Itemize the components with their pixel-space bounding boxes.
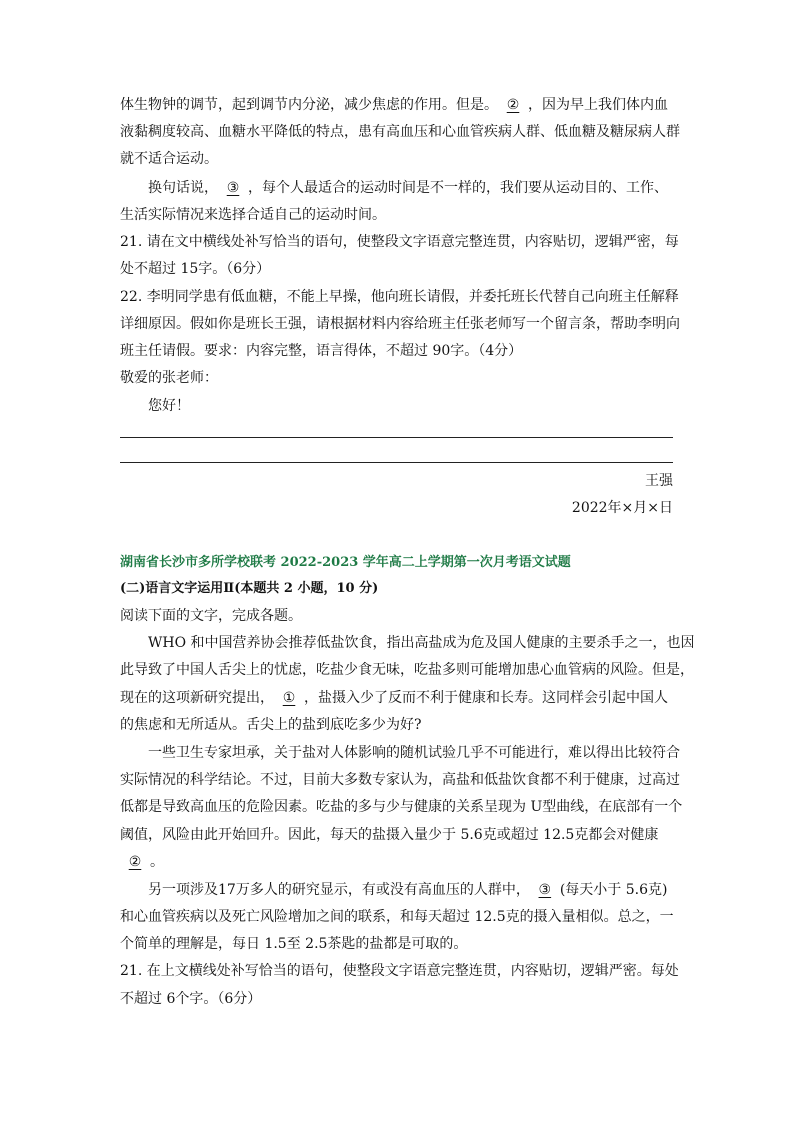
paragraph-line (120, 689, 675, 707)
answer-line (120, 462, 673, 463)
question-22-line: 班主任请假。要求：内容完整，语言得体，不超过 90字。（4分） (120, 343, 523, 359)
question-22-line: 详细原因。假如你是班长王强，请根据材料内容给班主任张老师写一个留言条，帮助李明向 (120, 316, 680, 332)
text: 换句话说， (148, 180, 218, 196)
salutation: 敬爱的张老师： (120, 370, 218, 386)
paragraph-line: 和心血管疾病以及死亡风险增加之间的联系，和每天超过 12.5克的摄入量相似。总之，一 (120, 909, 674, 925)
text: 体生物钟的调节，起到调节内分泌，减少焦虑的作用。但是。 (120, 97, 498, 113)
paragraph-line: 生活实际情况来选择合适自己的运动时间。 (120, 207, 386, 223)
date: 2022年×月×日 (571, 500, 673, 516)
signature: 王强 (645, 473, 673, 489)
blank-2: ② (506, 97, 520, 113)
blank-2: ② (128, 854, 142, 870)
paragraph-line (120, 96, 675, 114)
blank-underline (658, 826, 668, 844)
paragraph-line: 的焦虑和无所适从。舌尖上的盐到底吃多少为好? (120, 717, 422, 733)
text: ，每个人最适合的运动时间是不一样的，我们要从运动目的、工作、 (248, 180, 668, 196)
paragraph-line: 低都是导致高血压的危险因素。吃盐的多与少与健康的关系呈现为 U型曲线，在底部有一个 (120, 799, 683, 815)
text: (每天小于 5.6克) (559, 882, 668, 898)
paragraph-line (148, 881, 703, 899)
paragraph-line: 一些卫生专家坦承，关于盐对人体影响的随机试验几乎不可能进行，难以得出比较符合 (148, 745, 680, 761)
paragraph-line: 就不适合运动。 (120, 151, 218, 167)
question-22-line: 22. 李明同学患有低血糖，不能上早操，他向班长请假，并委托班长代替自己向班主任解释 (120, 289, 679, 305)
text: ，盐摄入少了反而不利于健康和长寿。这同样会引起中国人 (304, 690, 668, 706)
instruction: 阅读下面的文字，完成各题。 (120, 608, 302, 624)
answer-line (120, 437, 673, 438)
paragraph-line: 个简单的理解是，每日 1.5至 2.5茶匙的盐都是可取的。 (120, 936, 468, 952)
text: 阈值，风险由此开始回升。因此，每天的盐摄入量少于 5.6克或超过 12.5克都会对健康 (120, 827, 659, 843)
question-21-line: 不超过 6个字。（6分） (120, 991, 262, 1007)
greeting: 您好！ (148, 398, 190, 414)
text: 另一项涉及17万多人的研究显示，有或没有高血压的人群中， (148, 882, 530, 898)
blank-3: ③ (226, 180, 240, 196)
question-21-line: 21. 请在文中横线处补写恰当的语句，使整段文字语意完整连贯，内容贴切，逻辑严密，每 (120, 234, 679, 250)
paragraph-line: 此导致了中国人舌尖上的忧虑，吃盐少食无味，吃盐多则可能增加患心血管病的风险。但是， (120, 662, 694, 678)
paragraph-line: 液黏稠度较高、血糖水平降低的特点，患有高血压和心血管疾病人群、低血糖及糖尿病人群 (120, 124, 680, 140)
source-title: 湖南省长沙市多所学校联考 2022-2023 学年高二上学期第一次月考语文试题 (120, 555, 571, 570)
paragraph-line (120, 826, 675, 844)
question-21-line: 21. 在上文横线处补写恰当的语句，使整段文字语意完整连贯，内容贴切，逻辑严密。每处 (120, 963, 679, 979)
paragraph-line: WHO 和中国营养协会推荐低盐饮食，指出高盐成为危及国人健康的主要杀手之一，也因 (148, 635, 695, 651)
question-21-line: 处不超过 15字。（6分） (120, 261, 271, 277)
paragraph-line: 实际情况的科学结论。不过，目前大多数专家认为，高盐和低盐饮食都不利于健康，过高过 (120, 772, 680, 788)
blank-1: ① (282, 690, 296, 706)
text: 。 (150, 854, 164, 870)
paragraph-line (148, 179, 703, 197)
blank-3: ③ (538, 882, 552, 898)
section-title: (二)语言文字运用Ⅱ(本题共 2 小题，10 分) (120, 581, 379, 596)
text: ，因为早上我们体内血 (528, 97, 668, 113)
text: 现在的这项新研究提出， (120, 690, 274, 706)
paragraph-line (120, 853, 675, 871)
